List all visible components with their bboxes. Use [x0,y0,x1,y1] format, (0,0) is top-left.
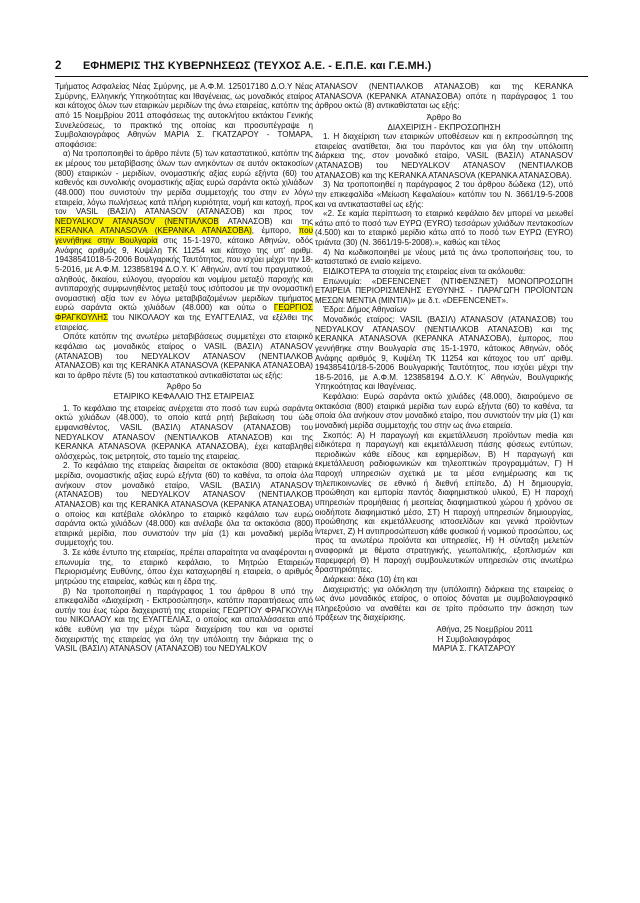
page-header [55,60,588,76]
particulars-heading: ΕΙΔΙΚΟΤΕΡΑ τα στοιχεία της εταιρείας είναι τα ακόλουθα: [323,266,526,276]
article-5-para-1: 1. Το κεφάλαιο της εταιρείας ανέρχεται στο ποσό των ευρώ σαράντα οκτώ χιλιάδων (48.000), το οποίο κατά ρητή βεβαίωση του ώδε εμφανισθέντος, VASIL (ΒΑΣΙΛ) ATANASOV (ΑΤΑΝΑΣΟΒ) του NEDYALKOV ATANASOV (ΝΕΝΤΙΑΛΚΟΒ ΑΤΑΝΑΣΟΒ) και της KERANKA ATANASOVA (ΚΕΡΑΝΚΑ ΑΤΑΝΑΣΟΒΑ), έχει καταβληθεί ολόσχερώς, τοις μετρητοίς, στο ταμείο της εταιρείας. [55,403,313,461]
highlight-keranka: KERANKA ATANASOVA (ΚΕΡΑΝΚΑ ΑΤΑΝΑΣΟΒΑ) [55,226,252,236]
highlight-birthplace: που γεννήθηκε στην Βουλγαρία [55,226,313,245]
article-12-para-2: «2. Σε καμία περίπτωση το εταιρικό κεφάλαιο δεν μπορεί να μειωθεί κάτω από το ποσό των ΕΥΡΩ (EYRO) τεσσάρων χιλιάδων πεντακοσίων (4.500) και το εταιρικό μερίδιο κάτω από το ποσό των ΕΥΡΩ (EYRO) τριάντα (30) (Ν. 3661/19-5-2008).», καθώς και τέλος [315,209,573,247]
company-administrator: Διαχειριστής: για ολόκληση την (υπόλοιπη) διάρκεια της εταιρείας ο ως άνω μοναδικός εταίρος, ο οποίος δόναται με συμβολαιογραφικό πληρεξούσιο να αναθέτει και σε τρίτο πρόσωπο την άσκηση των πράξεων της διαχείρισης. [315,584,573,623]
decision-b-paragraph: β) Να τροποποιηθεί η παράγραφος 1 του άρθρου 8 υπό την επικεφαλίδα «Διαχείριση - Εκπροσώπηση», κατόπιν παραιτήσεως από αυτήν του έως τώρα διαχειριστή της εταιρείας ΓΕΩΡΓΙΟΥ ΦΡΑΓΚΟΥΛΗ του ΝΙΚΟΛΑΟΥ και της ΕΥΑΓΓΕΛΙΑΣ, ο οποίος και απαλλάσσεται από κάθε ευθύνη για την μέχρι τώρα διαχείριση του και να οριστεί διαχειριστής της εταιρείας για όλη την υπόλοιπη την διάρκεια της ο VASIL (ΒΑΣΙΛ) ATANASOV (ΑΤΑΝΑΣΟΒ) του NEDYALKOV [55,586,313,654]
intro-paragraph: Τμήματος Ασφαλείας Νέας Σμύρνης, με Α.Φ.Μ. 125017180 Δ.Ο.Υ Νέας Σμύρνης, Ελληνικής Υπηκοότητας και Ιθαγένειας, ως μοναδικός εταίρος και κάτοχος όλων των εταιρικών μεριδίων της άνω εταιρείας, κατόπιν της από 15 Νοεμβρίου 2011 αποφάσεως της αυτοκλήτου εκτάκτου Γενικής Συνελεύσεως, το πρακτικό της οποίας και προσυπέγραψε η Συμβολαιογράφος Αθηνών ΜΑΡΙΑ Σ. ΓΚΑΤΖΑΡΟΥ - ΤΟΜΑΡΑ, αποφάσισε: [55,82,313,149]
decision-a-text-3: , έμπορο, [251,226,292,236]
decision-a-text-1: α) Να τροποποιηθεί το άρθρο πέντε (5) των καταστατικού, κατόπιν της εκ μέρους του μεταβίβασης όλων των ανηκόντων σε αυτόν οκτακοσίων (800) εταιρικών - μεριδίων, ονομαστικής αξίας ευρώ εξήντα (60) του καθενός και συνολικής ονομαστικής αξίας ευρώ σαράντα οκτώ χιλιάδων (48.000) που συνιστούν την μερίδα συμμετοχής του στην εν λόγω εταιρεία, λόγω πωλήσεως κατά πλήρη κυριότητα, νομή και κατοχή, προς τον VASIL (ΒΑΣΙΛ) ATANASOV (ΑΤΑΝΑΣΟΒ) και προς τον [55,149,313,217]
decision-a-text-4: στις 15-1-1970, κάτοικο Αθηνών, οδός Ανάφης αριθμός 9, Κυψέλη ΤΚ 11254 και κάτοχο της υπ' αριθμ. 19438541018-5-2006 Βουλγαρικής Ταυτότητος, που ισχύει μέχρι την 18-5-2016, με Α.Φ.Μ. 123858194 Δ.Ο.Υ. Κ΄ Αθηνών, αντί του πραγματικού, αληθούς, δικαίου, εύλογου, αγοραίου και νομίμου μεταξύ παροχής και αντιπαροχής συμφωνηθέντος μεταξύ τους ισόποσου με την ονομαστική ονομαστική αξία των εν λόγω μεταβιβαζομένων μεριδίων τιμήματος ευρώ σαράντα οκτώ χιλιάδων (48.000) και ούτω ο [55,236,313,313]
article-5-para-2: 2. Το κεφάλαιο της εταιρείας διαιρείται σε οκτακόσια (800) εταιρικά μερίδια, ονομαστικής αξίας ευρώ εξήντα (60) το καθένα, τα οποία όλα ανήκουν στον μοναδικό εταίρο, VASIL (ΒΑΣΙΛ) ATANASOV (ΑΤΑΝΑΣΟΒ) του NEDYALKOV ATANASOV (ΝΕΝΤΙΑΛΚΟΒ ΑΤΑΝΑΣΟΒ) και της KERANKA ATANASOVA (ΚΕΡΑΝΚΑ ΑΤΑΝΑΣΟΒΑ) ο οποίος και κατέβαλε ολόκληρο το εταιρικό κεφάλαιο των ευρώ σαράντα οκτώ χιλιάδων (48.000) και ανέλαβε όλα τα οκτακόσια (800) εταιρικά μερίδια, που συνιστούν την μία (1) και μοναδική μερίδα συμμετοχής του. [55,461,313,548]
decision-a-text-2: ΑΤΑΝΑΣΟΒ) και της [227,216,313,226]
company-capital: Κεφάλαιο: Ευρώ σαράντα οκτώ χιλιάδες (48.000), διαιρούμενο σε οκτακόσια (800) εταιρικά μερίδια των ευρώ εξήντα (60) το καθένα, τα οποία όλα ανήκουν στον μοναδικό εταίρο, που συνιστούν την μία (1) και μοναδική μερίδα συμμετοχής του στην ως άνω εταιρεία. [315,392,573,430]
company-name: Επωνυμία: «DEFENCENET (ΝΤΙΦΕΝΣΝΕΤ) ΜΟΝΟΠΡΟΣΩΠΗ ΕΤΑΙΡΕΙΑ ΠΕΡΙΟΡΙΣΜΕΝΗΣ ΕΥΘΥΝΗΣ - ΠΑΡΑΓΩΓΗ ΠΡΟΪΟΝΤΩΝ ΜΕΣΩΝ ΜΕΝΤΙΑ (ΜΙΝΤΙΑ)» με δ.τ. «DEFENCENET». [315,276,573,305]
highlight-fragkoulis: ΓΕΩΡΓΙΟΣ ΦΡΑΓΚΟΥΛΗΣ [55,303,313,322]
article-5-subtitle: ΕΤΑΙΡΙΚΟ ΚΕΦΑΛΑΙΟ ΤΗΣ ΕΤΑΙΡΕΙΑΣ [113,392,255,401]
article-5-para-3: 3. Σε κάθε έντυπο της εταιρείας, πρέπει απαραίτητα να αναφέρονται η επωνυμία της, το εταιρικό κεφάλαιο, το Μητρώο Εταιρειών Περιορισμένης Ευθύνης, όπου έχει καταχωρηθεί η εταιρεία, ο αριθμός μητρώου της εταιρείας, καθώς και η έδρα της. [55,548,313,586]
highlight-nedyalkov: NEDYALKOV ATANASOV (ΝΕΝΤΙΑΛΚΟΒ [55,216,219,226]
continuation-paragraph: ATANASOV (ΝΕΝΤΙΑΛΚΟΒ ΑΤΑΝΑΣΟΒ) και της KERANKA ATANASOVA (ΚΕΡΑΝΚΑ ΑΤΑΝΑΣΟΒΑ) οπότε η παράγραφος 1 του άρθρου οκτώ (8) αντικαθίσταται ως εξής: [315,82,573,111]
decision-a-text-5: του ΝΙΚΟΛΑΟΥ και της ΕΥΑΓΓΕΛΙΑΣ, να εξέλθει της εταιρείας. [55,313,313,332]
article-8-para-1: 1. Η διαχείριση των εταιρικών υποθέσεων και η εκπροσώπηση της εταιρείας ανατίθεται, δια του παρόντος και για όλη την υπόλοιπη διάρκεια της, στον μοναδικό εταίρο, VASIL (ΒΑΣΙΛ) ATANASOV (ΑΤΑΝΑΣΟΒ) του NEDYALKOV ATANASOV (ΝΕΝΤΙΑΛΚΟΒ ΑΤΑΝΑΣΟΒ) και της KERANKA ATANASOVA (ΚΕΡΑΝΚΑ ΑΤΑΝΑΣΟΒΑ). [315,132,573,180]
gazette-title: ΕΦΗΜΕΡΙΣ ΤΗΣ ΚΥΒΕΡΝΗΣΕΩΣ (ΤΕΥΧΟΣ Α.Ε. - Ε.Π.Ε. και Γ.Ε.ΜΗ.) [83,60,432,72]
article-8-subtitle: ΔΙΑΧΕΙΡΙΣΗ - ΕΚΠΡΟΣΩΠΗΣΗ [387,122,501,132]
right-column [315,82,573,654]
article-5-title: Άρθρο 5ο [166,382,202,392]
page-number: 2 [55,60,62,72]
company-purpose: Σκοπός: Α) Η παραγωγή και εκμετάλλευση προϊόντων media και ειδικότερα η παραγωγή και εκμετάλλευση πάσης φύσεως εντύπων, περιοδικών κάθε είδους και εφημερίδων, Β) Η παραγωγή και εκμετάλλευση ραδιοφωνικών και τηλεοπτικών προγραμμάτων, Γ) Η παροχή υπηρεσιών σχετικά με τα μέσα ενημέρωσης και τις τηλεπικοινωνίες σε εθνικό ή διεθνή επίπεδο, Δ) Η δημιουργία, προώθηση και εμπορία παντός διαφημιστικού υλικού, Ε) Η παροχή υπηρεσιών προμήθειας ή μεσιτείας διαφημιστικού χώρου ή χρόνου σε οιοδήποτε διαφημιστικό μέσο, ΣΤ) Η παροχή υπηρεσιών δημιουργίας, προώθησης και εκμετάλλευσης ιστοσελίδων και γενικά προϊόντων ίντερνετ, Ζ) Η αντιπροσώπευση κάθε φυσικού ή νομικού προσώπου, ως προς τα ανωτέρω προϊόντα και υπηρεσίες, Η) Η σύνταξη μελετών αναφορικά με θέματα στρατηγικής, γεωπολιτικής, εξοπλισμών και παρεμφερή Θ) Η παροχή συμβουλευτικών υπηρεσιών στις ανωτέρω δραστηριότητες. [315,430,573,575]
decision-4-paragraph: 4) Να κωδικοποιηθεί με νέους μετά τις άνω τροποποιήσεις του, το καταστατικό σε ενιαίο κείμενο. [315,247,573,267]
notary-name: ΜΑΡΙΑ Σ. ΓΚΑΤΖΑΡΟΥ [432,644,516,654]
company-seat: Έδρα: Δήμος Αθηναίων [323,305,407,315]
company-duration: Διάρκεια: δέκα (10) έτη και [323,574,418,584]
decision-a-paragraph [55,149,313,332]
transfer-result-paragraph: Οπότε κατόπιν της ανωτέρω μεταβιβάσεως συμμετέχει στο εταιρικό κεφάλαιο ως μοναδικός εταίρος ο VASIL (ΒΑΣΙΛ) ATANASOV (ΑΤΑΝΑΣΟΒ) του NEDYALKOV ATANASOV (ΝΕΝΤΙΑΛΚΟΒ ΑΤΑΝΑΣΟΒ) και της KERANKA ATANASOVA (ΚΕΡΑΝΚΑ ΑΤΑΝΑΣΟΒΑ) και το άρθρο πέντε (5) του καταστατικού αντικαθίσταται ως εξής: [55,332,313,380]
sole-partner: Μοναδικός εταίρος: VASIL (ΒΑΣΙΛ) ATANASOV (ΑΤΑΝΑΣΟΒ) του NEDYALKOV ATANASOV (ΝΕΝΤΙΑΛΚΟΒ ΑΤΑΝΑΣΟΒ) και της KERANKA ATANASOVA (ΚΕΡΑΝΚΑ ΑΤΑΝΑΣΟΒΑ), έμπορος, που γεννήθηκε στην Βουλγαρία στις 15-1-1970, κάτοικος Αθηνών, οδός Ανάφης αριθμός 9, Κυψέλη ΤΚ 11254 και κάτοχος του υπ' αριθμ. 194385410/18-5-2006 Βουλγαρικής Ταυτότητος, που ισχύει μέχρι την 18-5-2016, με Α.Φ.Μ. 123858194 Δ.Ο.Υ. Κ΄ Αθηνών, Βουλγαρικής Υπηκοότητας και Ιθαγένειας. [315,315,573,392]
header-rule [55,76,588,77]
left-column [55,82,313,654]
decision-3-paragraph: 3) Να τροποποιηθεί η παράγραφος 2 του άρθρου δώδεκα (12), υπό την επικεφαλίδα «Μείωση Κεφαλαίου» κατόπιν του Ν. 3661/19-5-2008 και να αντικατασταθεί ως εξής: [315,180,573,209]
place-date: Αθήνα, 25 Νοεμβρίου 2011 [436,625,533,634]
notary-title: Η Συμβολαιογράφος [437,634,511,644]
article-8-title: Άρθρο 8ο [426,112,462,122]
